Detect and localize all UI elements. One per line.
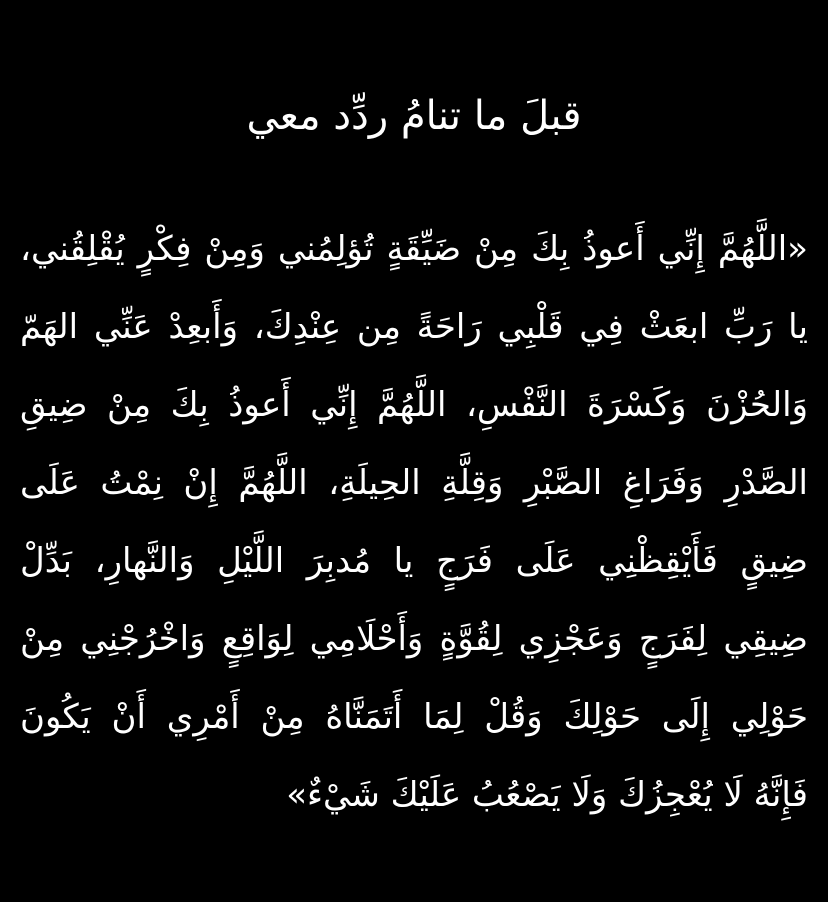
text-line-2: يا رَبِّ ابعَثْ فِي قَلْبِي رَاحَةً مِن عِنْدِكَ، وَأَبعِدْ عَنِّي الهَمّ (20, 307, 808, 347)
text-line-1: «اللَّهُمَّ إِنِّي أَعوذُ بِكَ مِنْ ضَيِّقَةٍ تُؤلِمُني وَمِنْ فِكْرٍ يُقْلِقُني، (20, 229, 808, 269)
supplication-text (20, 210, 808, 834)
text-line-6: ضِيقِي لِفَرَجٍ وَعَجْزِي لِقُوَّةٍ وَأَحْلَامِي لِوَاقِعٍ وَاخْرُجْنِي مِنْ (20, 619, 808, 659)
text-line-8: فَإِنَّهُ لَا يُعْجِزُكَ وَلَا يَصْعُبُ عَلَيْكَ شَيْءٌ» (286, 775, 808, 815)
text-line-4: الصَّدْرِ وَفَرَاغِ الصَّبْرِ وَقِلَّةِ الحِيلَةِ، اللَّهُمَّ إِنْ نِمْتُ عَلَى (20, 463, 808, 503)
text-line-7: حَوْلِي إِلَى حَوْلِكَ وَقُلْ لِمَا أَتَمَنَّاهُ مِنْ أَمْرِي أَنْ يَكُونَ (20, 697, 808, 737)
text-line-5: ضِيقٍ فَأَيْقِظْنِي عَلَى فَرَجٍ يا مُدبِرَ اللَّيْلِ وَالنَّهارِ، بَدِّلْ (20, 541, 808, 581)
page-title: قبلَ ما تنامُ ردِّد معي (246, 93, 582, 139)
text-line-3: وَالحُزْنَ وَكَسْرَةَ النَّفْسِ، اللَّهُمَّ إِنِّي أَعوذُ بِكَ مِنْ ضِيقِ (20, 385, 808, 425)
